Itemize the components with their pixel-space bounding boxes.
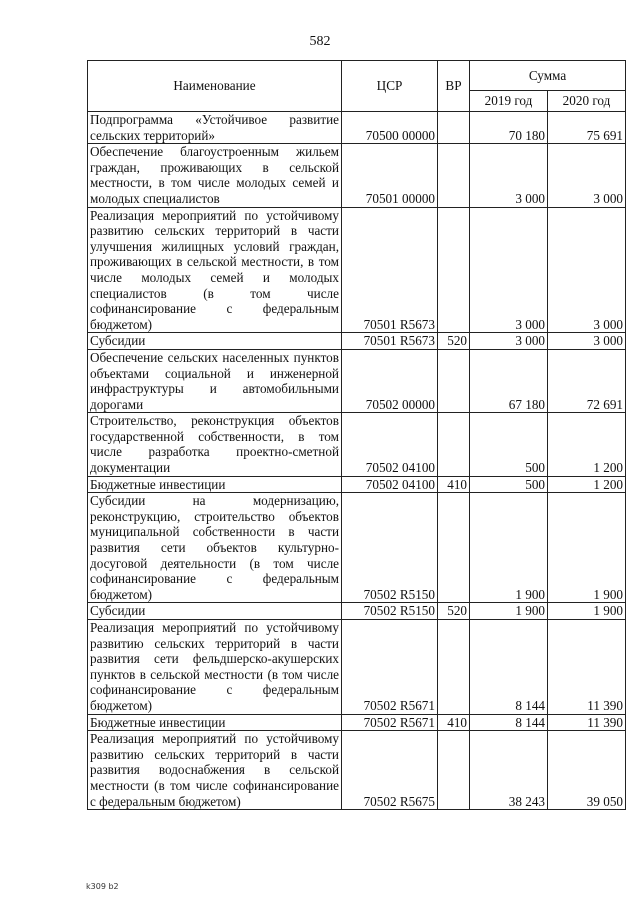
row-vr: 410 bbox=[438, 714, 470, 731]
row-sum-2020: 3 000 bbox=[548, 333, 626, 350]
row-name: Строительство, реконструкция объектов государственной собственности, в том числе разработка проектно-сметной документации bbox=[88, 413, 342, 476]
header-name: Наименование bbox=[88, 61, 342, 112]
table-row bbox=[88, 603, 626, 620]
row-vr: 410 bbox=[438, 476, 470, 493]
table-row bbox=[88, 493, 626, 603]
row-sum-2020: 1 900 bbox=[548, 493, 626, 603]
row-sum-2019: 70 180 bbox=[470, 112, 548, 144]
row-sum-2020: 3 000 bbox=[548, 144, 626, 207]
row-csr: 70502 R5675 bbox=[342, 731, 438, 810]
row-csr: 70502 04100 bbox=[342, 476, 438, 493]
row-name: Обеспечение сельских населенных пунктов объектами социальной и инженерной инфраструктуры и автомобильными дорогами bbox=[88, 349, 342, 412]
row-sum-2019: 1 900 bbox=[470, 493, 548, 603]
table-row bbox=[88, 620, 626, 715]
row-sum-2020: 39 050 bbox=[548, 731, 626, 810]
row-sum-2019: 67 180 bbox=[470, 349, 548, 412]
row-sum-2019: 1 900 bbox=[470, 603, 548, 620]
header-vr: ВР bbox=[438, 61, 470, 112]
row-sum-2019: 500 bbox=[470, 413, 548, 476]
row-csr: 70502 R5150 bbox=[342, 493, 438, 603]
table-row bbox=[88, 714, 626, 731]
row-sum-2019: 38 243 bbox=[470, 731, 548, 810]
row-csr: 70502 R5671 bbox=[342, 714, 438, 731]
row-vr bbox=[438, 620, 470, 715]
table-row bbox=[88, 144, 626, 207]
row-name: Реализация мероприятий по устойчивому развитию сельских территорий в части улучшения жилищных условий граждан, проживающих в сельской местности, в том числе молодых семей и молодых специалистов (в том числе софинансирование с федеральным бюджетом) bbox=[88, 207, 342, 333]
row-csr: 70501 R5673 bbox=[342, 207, 438, 333]
table-row bbox=[88, 349, 626, 412]
header-year-2019: 2019 год bbox=[470, 91, 548, 112]
row-csr: 70502 R5671 bbox=[342, 620, 438, 715]
row-sum-2020: 1 200 bbox=[548, 476, 626, 493]
row-sum-2020: 72 691 bbox=[548, 349, 626, 412]
row-sum-2020: 11 390 bbox=[548, 714, 626, 731]
header-year-2020: 2020 год bbox=[548, 91, 626, 112]
row-vr bbox=[438, 112, 470, 144]
row-name: Реализация мероприятий по устойчивому развитию сельских территорий в части развития водоснабжения в сельской местности (в том числе софинансирование с федеральным бюджетом) bbox=[88, 731, 342, 810]
row-sum-2019: 8 144 bbox=[470, 714, 548, 731]
footer-code: k309 b2 bbox=[86, 882, 119, 891]
row-sum-2019: 3 000 bbox=[470, 144, 548, 207]
table-row bbox=[88, 731, 626, 810]
table-row bbox=[88, 413, 626, 476]
row-sum-2020: 75 691 bbox=[548, 112, 626, 144]
row-name: Подпрограмма «Устойчивое развитие сельских территорий» bbox=[88, 112, 342, 144]
row-vr bbox=[438, 207, 470, 333]
header-sum: Сумма bbox=[470, 61, 626, 91]
row-vr: 520 bbox=[438, 603, 470, 620]
row-name: Бюджетные инвестиции bbox=[88, 476, 342, 493]
row-csr: 70502 R5150 bbox=[342, 603, 438, 620]
row-name: Обеспечение благоустроенным жильем граждан, проживающих в сельской местности, в том числе молодых семей и молодых специалистов bbox=[88, 144, 342, 207]
row-sum-2020: 1 900 bbox=[548, 603, 626, 620]
row-name: Субсидии bbox=[88, 603, 342, 620]
budget-table bbox=[87, 60, 626, 810]
header-csr: ЦСР bbox=[342, 61, 438, 112]
row-sum-2019: 3 000 bbox=[470, 333, 548, 350]
row-vr bbox=[438, 493, 470, 603]
row-csr: 70501 R5673 bbox=[342, 333, 438, 350]
row-sum-2020: 1 200 bbox=[548, 413, 626, 476]
row-csr: 70502 00000 bbox=[342, 349, 438, 412]
row-vr bbox=[438, 731, 470, 810]
row-sum-2019: 500 bbox=[470, 476, 548, 493]
table-row bbox=[88, 207, 626, 333]
row-csr: 70502 04100 bbox=[342, 413, 438, 476]
row-sum-2019: 8 144 bbox=[470, 620, 548, 715]
row-name: Субсидии bbox=[88, 333, 342, 350]
row-name: Реализация мероприятий по устойчивому развитию сельских территорий в части развития сети фельдшерско-акушерских пунктов в сельской местности (в том числе софинансирование с федеральным бюджетом) bbox=[88, 620, 342, 715]
row-name: Бюджетные инвестиции bbox=[88, 714, 342, 731]
row-vr bbox=[438, 144, 470, 207]
table-row bbox=[88, 476, 626, 493]
row-sum-2019: 3 000 bbox=[470, 207, 548, 333]
row-vr bbox=[438, 413, 470, 476]
row-vr: 520 bbox=[438, 333, 470, 350]
table-row bbox=[88, 333, 626, 350]
table-row bbox=[88, 112, 626, 144]
row-sum-2020: 3 000 bbox=[548, 207, 626, 333]
page-number: 582 bbox=[309, 34, 331, 49]
row-name: Субсидии на модернизацию, реконструкцию, строительство объектов муниципальной собственности в части развития сети объектов культурно-досуговой деятельности (в том числе софинансирование с федеральным бюджетом) bbox=[88, 493, 342, 603]
row-csr: 70501 00000 bbox=[342, 144, 438, 207]
row-csr: 70500 00000 bbox=[342, 112, 438, 144]
row-vr bbox=[438, 349, 470, 412]
row-sum-2020: 11 390 bbox=[548, 620, 626, 715]
